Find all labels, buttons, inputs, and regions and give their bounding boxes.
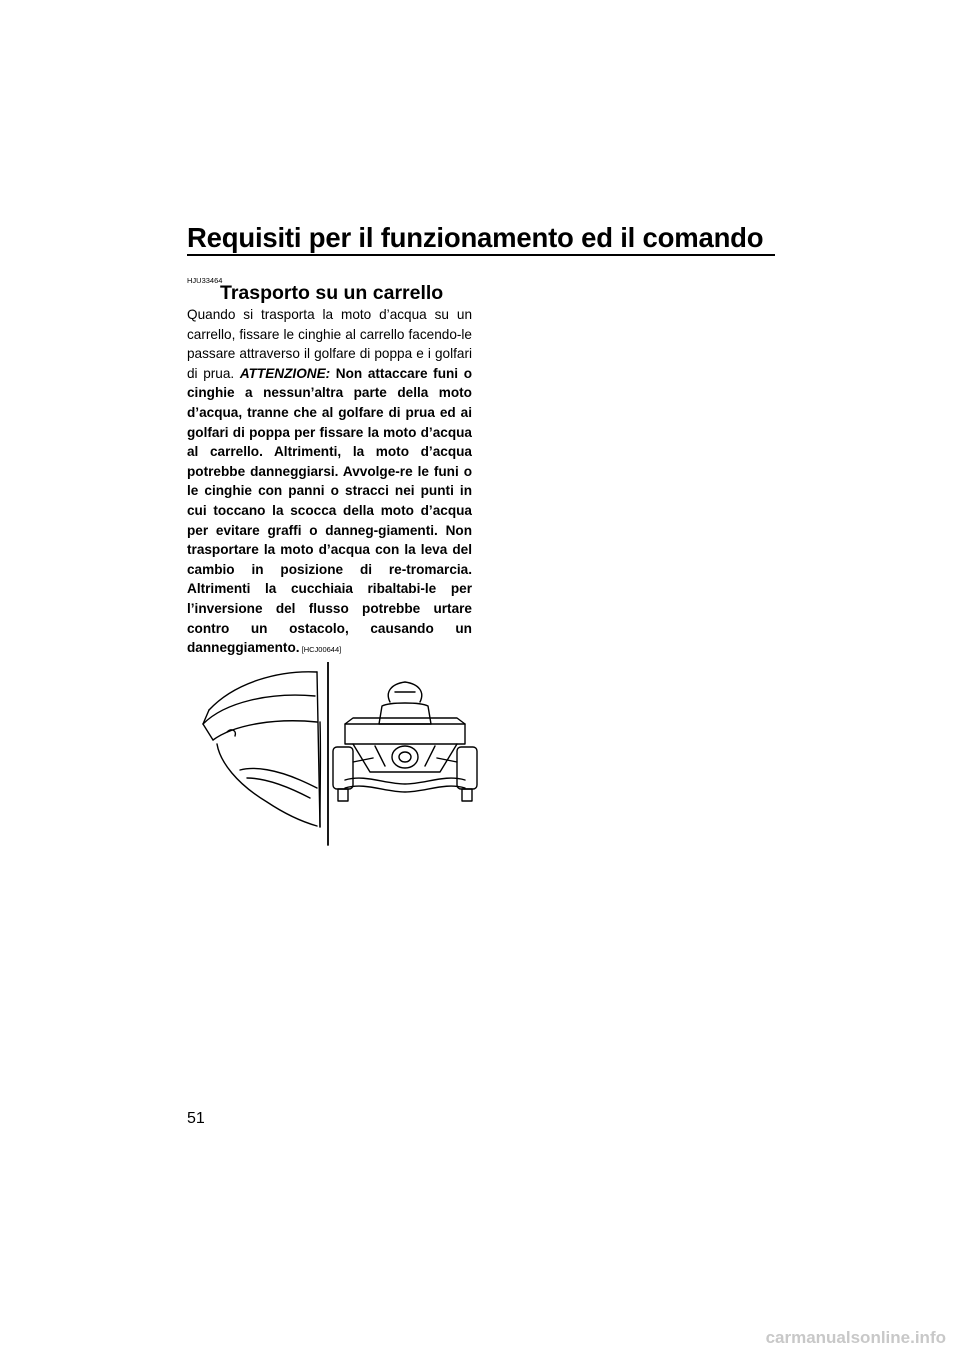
intro-text: Quando si trasporta la moto d’acqua su un carrello, fissare le cinghie al carrello facendo-le passare attraverso il golfare di poppa e i golfari di prua. [187,307,472,381]
section-title: Trasporto su un carrello [220,282,444,304]
warning-label: ATTENZIONE: [239,365,331,381]
watermark: carmanualsonline.info [765,1328,946,1347]
warning-text: Non attaccare funi o cinghie a nessun’altra parte della moto d’acqua, tranne che al golfare di prua ed ai golfari di poppa per fissare la moto d’acqua al carrello. Altrimenti, la moto d’acqua potrebbe danneggiarsi. Avvolge-re le funi o le cinghie con panni o stracci nei punti in cui toccano la scocca della moto d’acqua per evitare graffi o danneg-giamenti. Non trasportare la moto d’acqua con la leva del cambio in posizione di re-tromarcia. Altrimenti la cucchiaia ribaltabi-le per l’inversione del flusso potrebbe urtare contro un ostacolo, causando un danneggiamento. [187,365,473,656]
bow-closeup-drawing [203,672,320,827]
section-code: HJU33464 [187,276,223,285]
warning-code: [HCJ00644] [299,645,342,655]
header-rule [187,254,775,256]
trailer-illustration [195,662,480,847]
body-paragraph [187,305,472,660]
trailer-rear-view-drawing [333,682,477,801]
page-number: 51 [187,1110,205,1127]
page-header-title: Requisiti per il funzionamento ed il comando [187,222,764,253]
